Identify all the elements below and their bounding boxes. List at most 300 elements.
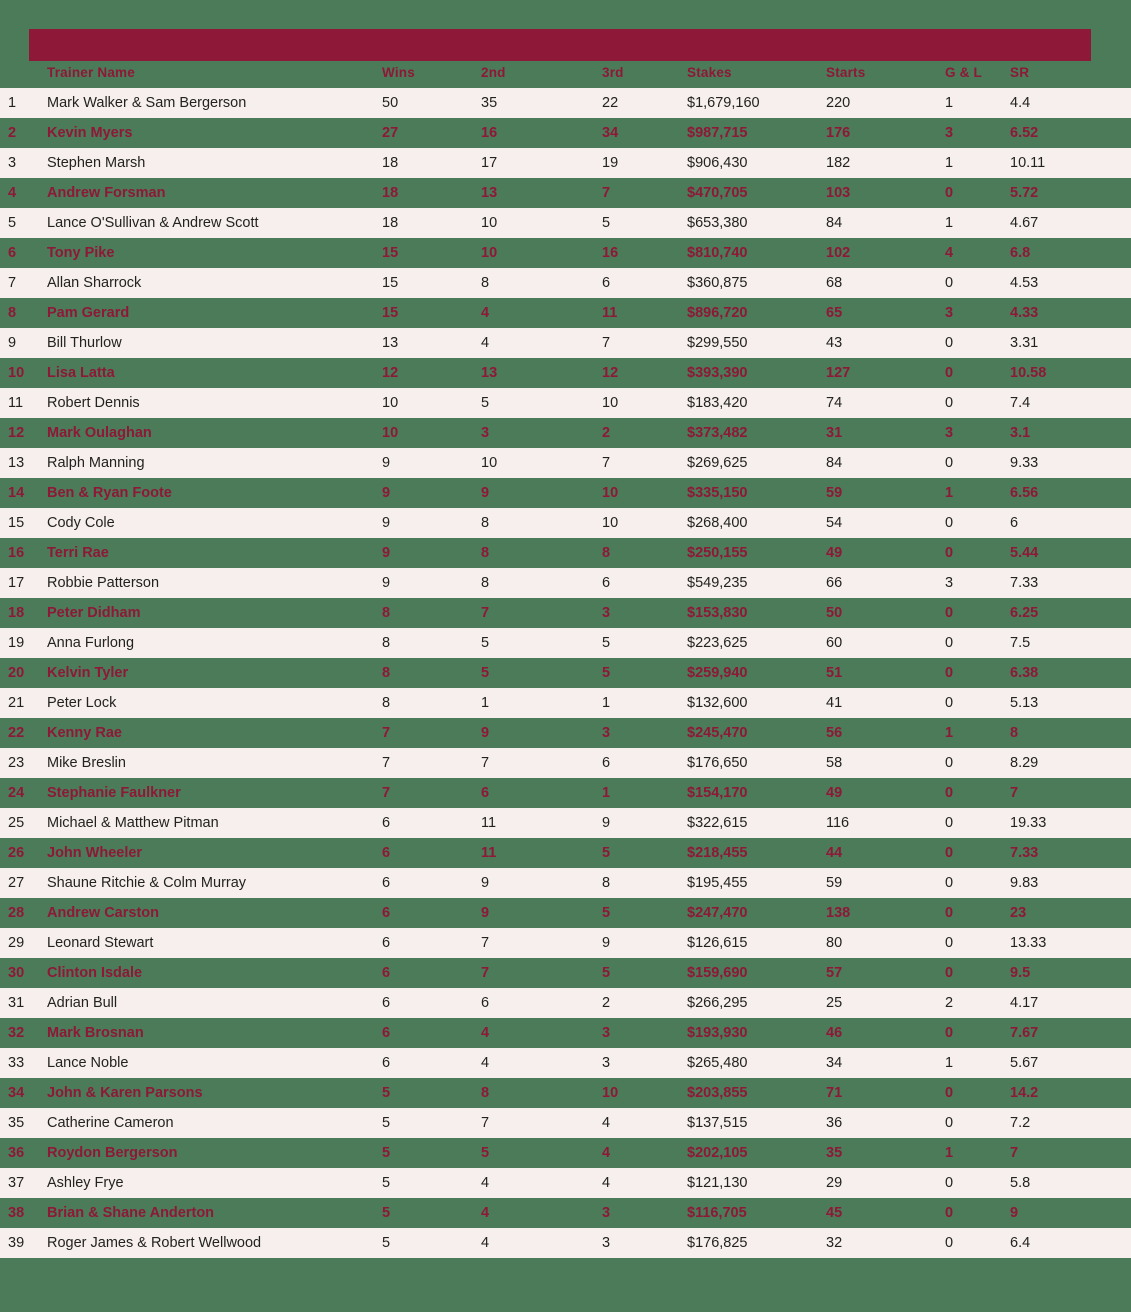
cell-starts: 54	[826, 515, 843, 531]
cell-group-listed: 0	[945, 455, 954, 471]
cell-starts: 57	[826, 965, 843, 981]
table-row[interactable]	[0, 1108, 1131, 1138]
cell-starts: 44	[826, 845, 843, 861]
cell-trainer-name: Lance Noble	[47, 1055, 129, 1071]
cell-stakes: $137,515	[687, 1115, 748, 1131]
column-header-starts: Starts	[826, 65, 866, 80]
cell-third-places: 5	[602, 845, 611, 861]
cell-second-places: 5	[481, 395, 490, 411]
cell-third-places: 22	[602, 95, 619, 111]
cell-strike-rate: 6.4	[1010, 1235, 1031, 1251]
cell-pad	[1091, 688, 1131, 718]
table-row[interactable]	[0, 718, 1131, 748]
cell-wins: 10	[382, 425, 399, 441]
cell-pad	[1091, 298, 1131, 328]
cell-strike-rate: 4.53	[1010, 275, 1039, 291]
cell-rank: 4	[8, 185, 17, 201]
cell-starts: 65	[826, 305, 843, 321]
cell-stakes: $987,715	[687, 125, 748, 141]
cell-stakes: $269,625	[687, 455, 748, 471]
cell-rank: 14	[8, 485, 25, 501]
cell-second-places: 16	[481, 125, 498, 141]
table-row[interactable]	[0, 328, 1131, 358]
cell-pad	[1091, 718, 1131, 748]
cell-wins: 6	[382, 875, 391, 891]
table-row[interactable]	[0, 118, 1131, 148]
cell-strike-rate: 6.38	[1010, 665, 1039, 681]
cell-third-places: 1	[602, 695, 611, 711]
cell-group-listed: 0	[945, 1235, 954, 1251]
cell-stakes: $195,455	[687, 875, 748, 891]
cell-strike-rate: 5.67	[1010, 1055, 1039, 1071]
cell-trainer-name: Roydon Bergerson	[47, 1145, 178, 1161]
cell-rank: 22	[8, 725, 25, 741]
cell-rank: 34	[8, 1085, 25, 1101]
table-row[interactable]	[0, 1078, 1131, 1108]
cell-third-places: 34	[602, 125, 619, 141]
cell-trainer-name: Shaune Ritchie & Colm Murray	[47, 875, 247, 891]
cell-pad	[1091, 1078, 1131, 1108]
cell-group-listed: 0	[945, 1205, 954, 1221]
cell-rank: 10	[8, 365, 25, 381]
cell-rank: 16	[8, 545, 25, 561]
cell-trainer-name: Robert Dennis	[47, 395, 140, 411]
cell-starts: 127	[826, 365, 851, 381]
cell-trainer-name: Peter Didham	[47, 605, 141, 621]
cell-rank: 30	[8, 965, 25, 981]
cell-trainer-name: Mike Breslin	[47, 755, 126, 771]
table-row[interactable]	[0, 1048, 1131, 1078]
cell-rank: 35	[8, 1115, 25, 1131]
cell-strike-rate: 4.67	[1010, 215, 1039, 231]
cell-group-listed: 0	[945, 1085, 954, 1101]
cell-trainer-name: Robbie Patterson	[47, 575, 160, 591]
cell-strike-rate: 6.56	[1010, 485, 1039, 501]
cell-pad	[1091, 148, 1131, 178]
cell-pad	[1091, 538, 1131, 568]
table-row[interactable]	[0, 1198, 1131, 1228]
cell-strike-rate: 9	[1010, 1205, 1019, 1221]
cell-rank: 18	[8, 605, 25, 621]
cell-second-places: 4	[481, 1025, 490, 1041]
cell-strike-rate: 3.31	[1010, 335, 1039, 351]
cell-starts: 182	[826, 155, 851, 171]
cell-rank: 26	[8, 845, 25, 861]
column-header-rank	[0, 61, 47, 88]
cell-third-places: 3	[602, 605, 611, 621]
table-row[interactable]	[0, 778, 1131, 808]
cell-trainer-name: Lisa Latta	[47, 365, 115, 381]
cell-rank: 15	[8, 515, 25, 531]
cell-stakes: $132,600	[687, 695, 748, 711]
cell-third-places: 8	[602, 875, 611, 891]
cell-second-places: 4	[481, 1235, 490, 1251]
cell-group-listed: 0	[945, 395, 954, 411]
cell-starts: 84	[826, 455, 843, 471]
cell-starts: 59	[826, 485, 843, 501]
cell-trainer-name: Adrian Bull	[47, 995, 118, 1011]
cell-stakes: $176,825	[687, 1235, 748, 1251]
table-row[interactable]	[0, 628, 1131, 658]
cell-strike-rate: 10.58	[1010, 365, 1047, 381]
cell-strike-rate: 5.44	[1010, 545, 1039, 561]
cell-second-places: 1	[481, 695, 490, 711]
cell-rank: 33	[8, 1055, 25, 1071]
cell-second-places: 8	[481, 575, 490, 591]
cell-second-places: 5	[481, 1145, 490, 1161]
cell-starts: 74	[826, 395, 843, 411]
cell-strike-rate: 3.1	[1010, 425, 1031, 441]
cell-pad	[1091, 178, 1131, 208]
cell-starts: 84	[826, 215, 843, 231]
cell-trainer-name: Ben & Ryan Foote	[47, 485, 172, 501]
cell-strike-rate: 7.67	[1010, 1025, 1039, 1041]
cell-rank: 17	[8, 575, 25, 591]
cell-stakes: $322,615	[687, 815, 748, 831]
cell-second-places: 8	[481, 275, 490, 291]
cell-stakes: $896,720	[687, 305, 748, 321]
cell-starts: 80	[826, 935, 843, 951]
cell-strike-rate: 7.4	[1010, 395, 1031, 411]
cell-trainer-name: Ralph Manning	[47, 455, 145, 471]
cell-third-places: 3	[602, 1025, 611, 1041]
cell-third-places: 11	[602, 305, 618, 321]
column-header-pad	[1091, 61, 1131, 88]
cell-pad	[1091, 268, 1131, 298]
cell-third-places: 5	[602, 215, 611, 231]
cell-starts: 102	[826, 245, 851, 261]
cell-wins: 9	[382, 515, 391, 531]
table-row[interactable]	[0, 898, 1131, 928]
cell-stakes: $250,155	[687, 545, 748, 561]
cell-pad	[1091, 238, 1131, 268]
cell-strike-rate: 5.8	[1010, 1175, 1031, 1191]
cell-strike-rate: 4.4	[1010, 95, 1031, 111]
cell-pad	[1091, 358, 1131, 388]
cell-trainer-name: Lance O'Sullivan & Andrew Scott	[47, 215, 259, 231]
cell-trainer-name: Kevin Myers	[47, 125, 133, 141]
table-row[interactable]	[0, 748, 1131, 778]
cell-stakes: $218,455	[687, 845, 748, 861]
cell-second-places: 4	[481, 305, 490, 321]
cell-third-places: 3	[602, 1055, 611, 1071]
cell-strike-rate: 14.2	[1010, 1085, 1039, 1101]
cell-third-places: 6	[602, 275, 611, 291]
trainer-standings-table	[0, 61, 1131, 1258]
table-row[interactable]	[0, 958, 1131, 988]
table-row[interactable]	[0, 418, 1131, 448]
cell-rank: 8	[8, 305, 17, 321]
cell-pad	[1091, 1228, 1131, 1258]
cell-trainer-name: Andrew Carston	[47, 905, 159, 921]
cell-trainer-name: Cody Cole	[47, 515, 115, 531]
cell-rank: 28	[8, 905, 25, 921]
table-row[interactable]	[0, 928, 1131, 958]
cell-rank: 39	[8, 1235, 25, 1251]
cell-second-places: 5	[481, 665, 490, 681]
cell-starts: 176	[826, 125, 851, 141]
cell-stakes: $223,625	[687, 635, 748, 651]
cell-group-listed: 0	[945, 1115, 954, 1131]
cell-trainer-name: Mark Brosnan	[47, 1025, 144, 1041]
cell-stakes: $906,430	[687, 155, 748, 171]
cell-trainer-name: Andrew Forsman	[47, 185, 166, 201]
cell-rank: 12	[8, 425, 25, 441]
cell-strike-rate: 4.17	[1010, 995, 1039, 1011]
cell-strike-rate: 7.5	[1010, 635, 1031, 651]
table-row[interactable]	[0, 1228, 1131, 1258]
cell-stakes: $176,650	[687, 755, 748, 771]
table-row[interactable]	[0, 388, 1131, 418]
cell-trainer-name: Kelvin Tyler	[47, 665, 129, 681]
cell-rank: 2	[8, 125, 17, 141]
cell-group-listed: 0	[945, 695, 954, 711]
cell-second-places: 4	[481, 1175, 490, 1191]
cell-trainer-name: Mark Walker & Sam Bergerson	[47, 95, 247, 111]
cell-second-places: 9	[481, 875, 490, 891]
cell-second-places: 7	[481, 755, 490, 771]
table-row[interactable]	[0, 358, 1131, 388]
cell-wins: 7	[382, 785, 391, 801]
column-header-2nd: 2nd	[481, 65, 506, 80]
cell-wins: 10	[382, 395, 399, 411]
cell-wins: 9	[382, 485, 391, 501]
cell-stakes: $360,875	[687, 275, 748, 291]
table-row[interactable]	[0, 1018, 1131, 1048]
cell-second-places: 8	[481, 545, 490, 561]
cell-second-places: 10	[481, 455, 498, 471]
cell-trainer-name: Roger James & Robert Wellwood	[47, 1235, 262, 1251]
cell-trainer-name: Stephen Marsh	[47, 155, 146, 171]
cell-strike-rate: 5.13	[1010, 695, 1039, 711]
cell-rank: 23	[8, 755, 25, 771]
cell-rank: 36	[8, 1145, 25, 1161]
cell-strike-rate: 13.33	[1010, 935, 1047, 951]
cell-pad	[1091, 1048, 1131, 1078]
cell-second-places: 9	[481, 485, 490, 501]
table-row[interactable]	[0, 268, 1131, 298]
cell-trainer-name: Pam Gerard	[47, 305, 130, 321]
cell-stakes: $203,855	[687, 1085, 748, 1101]
cell-third-places: 16	[602, 245, 619, 261]
table-row[interactable]	[0, 208, 1131, 238]
cell-strike-rate: 7	[1010, 785, 1019, 801]
cell-rank: 37	[8, 1175, 25, 1191]
cell-trainer-name: Michael & Matthew Pitman	[47, 815, 219, 831]
cell-starts: 32	[826, 1235, 843, 1251]
cell-stakes: $265,480	[687, 1055, 748, 1071]
cell-rank: 9	[8, 335, 17, 351]
cell-starts: 31	[826, 425, 843, 441]
column-header-gl: G & L	[945, 65, 982, 80]
cell-strike-rate: 23	[1010, 905, 1027, 921]
cell-group-listed: 3	[945, 125, 954, 141]
cell-second-places: 3	[481, 425, 490, 441]
cell-stakes: $653,380	[687, 215, 748, 231]
table-row[interactable]	[0, 868, 1131, 898]
table-row[interactable]	[0, 988, 1131, 1018]
cell-wins: 13	[382, 335, 399, 351]
cell-wins: 7	[382, 755, 391, 771]
cell-pad	[1091, 598, 1131, 628]
cell-wins: 9	[382, 545, 391, 561]
table-row[interactable]	[0, 148, 1131, 178]
cell-third-places: 19	[602, 155, 619, 171]
cell-group-listed: 0	[945, 1175, 954, 1191]
cell-third-places: 10	[602, 485, 619, 501]
cell-group-listed: 4	[945, 245, 954, 261]
cell-third-places: 10	[602, 1085, 619, 1101]
cell-wins: 6	[382, 995, 391, 1011]
cell-stakes: $549,235	[687, 575, 748, 591]
table-row[interactable]	[0, 298, 1131, 328]
cell-pad	[1091, 568, 1131, 598]
cell-third-places: 8	[602, 545, 611, 561]
cell-strike-rate: 5.72	[1010, 185, 1039, 201]
cell-rank: 24	[8, 785, 25, 801]
cell-group-listed: 0	[945, 665, 954, 681]
cell-starts: 60	[826, 635, 843, 651]
cell-starts: 36	[826, 1115, 843, 1131]
cell-pad	[1091, 628, 1131, 658]
cell-stakes: $470,705	[687, 185, 748, 201]
table-row[interactable]	[0, 1138, 1131, 1168]
cell-stakes: $299,550	[687, 335, 748, 351]
cell-stakes: $373,482	[687, 425, 748, 441]
cell-group-listed: 0	[945, 785, 954, 801]
cell-third-places: 3	[602, 725, 611, 741]
cell-third-places: 1	[602, 785, 611, 801]
table-row[interactable]	[0, 1168, 1131, 1198]
cell-third-places: 12	[602, 365, 619, 381]
cell-group-listed: 0	[945, 185, 954, 201]
cell-pad	[1091, 988, 1131, 1018]
cell-group-listed: 1	[945, 95, 954, 111]
cell-pad	[1091, 748, 1131, 778]
cell-stakes: $202,105	[687, 1145, 748, 1161]
cell-third-places: 2	[602, 995, 611, 1011]
header-banner	[29, 29, 1091, 61]
cell-third-places: 5	[602, 635, 611, 651]
cell-trainer-name: Kenny Rae	[47, 725, 122, 741]
cell-rank: 29	[8, 935, 25, 951]
cell-group-listed: 1	[945, 1055, 954, 1071]
cell-group-listed: 0	[945, 545, 954, 561]
cell-stakes: $153,830	[687, 605, 748, 621]
cell-strike-rate: 9.5	[1010, 965, 1031, 981]
cell-rank: 6	[8, 245, 17, 261]
cell-second-places: 9	[481, 725, 490, 741]
cell-third-places: 5	[602, 665, 611, 681]
cell-second-places: 9	[481, 905, 490, 921]
cell-third-places: 4	[602, 1115, 611, 1131]
table-row[interactable]	[0, 658, 1131, 688]
cell-strike-rate: 6	[1010, 515, 1019, 531]
cell-wins: 18	[382, 215, 399, 231]
table-row[interactable]	[0, 808, 1131, 838]
table-body	[0, 88, 1131, 1258]
cell-strike-rate: 9.33	[1010, 455, 1039, 471]
cell-group-listed: 0	[945, 275, 954, 291]
table-row[interactable]	[0, 238, 1131, 268]
cell-starts: 138	[826, 905, 851, 921]
table-row[interactable]	[0, 838, 1131, 868]
cell-wins: 7	[382, 725, 391, 741]
cell-strike-rate: 6.52	[1010, 125, 1039, 141]
table-row[interactable]	[0, 598, 1131, 628]
cell-rank: 27	[8, 875, 25, 891]
cell-pad	[1091, 838, 1131, 868]
cell-wins: 15	[382, 245, 399, 261]
cell-group-listed: 0	[945, 965, 954, 981]
table-row[interactable]	[0, 568, 1131, 598]
cell-starts: 51	[826, 665, 843, 681]
cell-trainer-name: Brian & Shane Anderton	[47, 1205, 215, 1221]
cell-rank: 1	[8, 95, 17, 111]
cell-second-places: 5	[481, 635, 490, 651]
cell-group-listed: 0	[945, 365, 954, 381]
cell-group-listed: 1	[945, 155, 954, 171]
table-row[interactable]	[0, 448, 1131, 478]
cell-wins: 15	[382, 275, 399, 291]
cell-wins: 6	[382, 935, 391, 951]
cell-rank: 19	[8, 635, 25, 651]
cell-stakes: $154,170	[687, 785, 748, 801]
cell-pad	[1091, 1138, 1131, 1168]
cell-wins: 6	[382, 1025, 391, 1041]
table-row[interactable]	[0, 538, 1131, 568]
cell-pad	[1091, 1108, 1131, 1138]
cell-stakes: $335,150	[687, 485, 748, 501]
cell-wins: 8	[382, 605, 391, 621]
cell-pad	[1091, 808, 1131, 838]
cell-wins: 5	[382, 1175, 391, 1191]
cell-wins: 5	[382, 1145, 391, 1161]
cell-pad	[1091, 928, 1131, 958]
cell-starts: 46	[826, 1025, 843, 1041]
cell-stakes: $393,390	[687, 365, 748, 381]
table-row[interactable]	[0, 508, 1131, 538]
cell-pad	[1091, 478, 1131, 508]
cell-second-places: 8	[481, 515, 490, 531]
column-header-stakes: Stakes	[687, 65, 732, 80]
table-row[interactable]	[0, 688, 1131, 718]
cell-trainer-name: Anna Furlong	[47, 635, 135, 651]
cell-stakes: $245,470	[687, 725, 748, 741]
cell-second-places: 6	[481, 785, 490, 801]
cell-starts: 59	[826, 875, 843, 891]
cell-rank: 38	[8, 1205, 25, 1221]
cell-group-listed: 0	[945, 605, 954, 621]
column-header-3rd: 3rd	[602, 65, 624, 80]
cell-stakes: $266,295	[687, 995, 748, 1011]
cell-third-places: 7	[602, 335, 611, 351]
table-row[interactable]	[0, 88, 1131, 118]
table-row[interactable]	[0, 478, 1131, 508]
cell-starts: 43	[826, 335, 843, 351]
cell-group-listed: 1	[945, 1145, 954, 1161]
cell-group-listed: 0	[945, 515, 954, 531]
cell-trainer-name: Leonard Stewart	[47, 935, 154, 951]
cell-wins: 6	[382, 905, 391, 921]
cell-wins: 5	[382, 1205, 391, 1221]
cell-third-places: 9	[602, 935, 611, 951]
cell-third-places: 2	[602, 425, 611, 441]
table-row[interactable]	[0, 178, 1131, 208]
cell-pad	[1091, 118, 1131, 148]
cell-starts: 45	[826, 1205, 843, 1221]
cell-starts: 103	[826, 185, 851, 201]
